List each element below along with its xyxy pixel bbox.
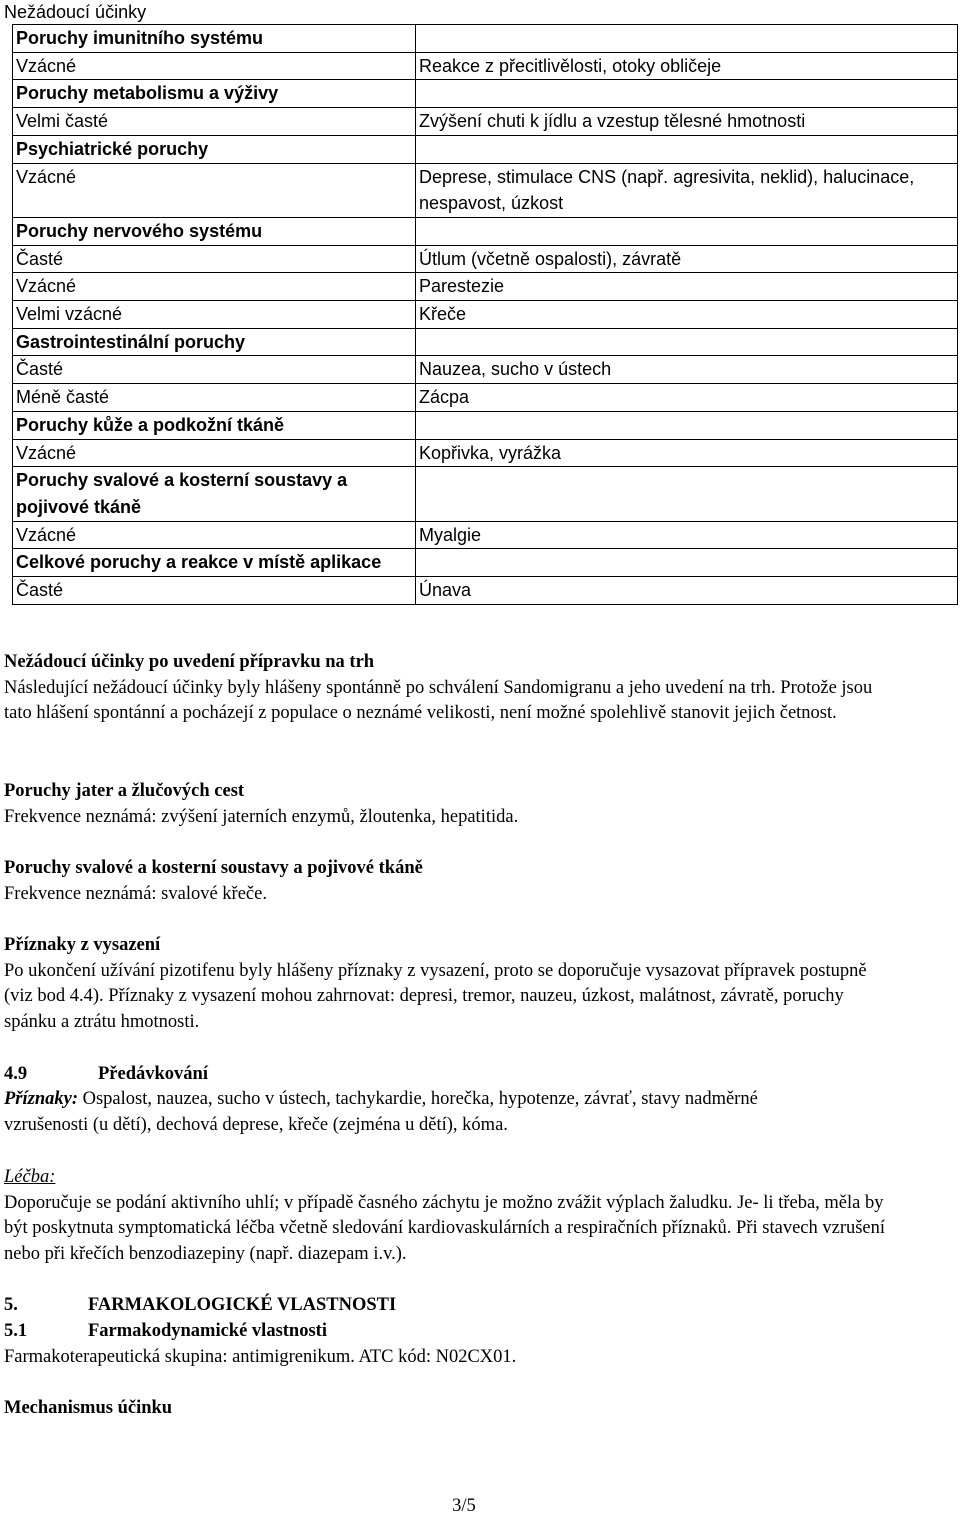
effect-cell — [416, 25, 958, 53]
table-row-organ-class — [13, 135, 958, 163]
overdose-symptoms — [4, 1087, 904, 1138]
effect-cell: Zvýšení chuti k jídlu a vzestup tělesné hmotnosti — [416, 108, 958, 136]
musculoskeletal-title: Poruchy svalové a kosterní soustavy a pojivové tkáně — [4, 858, 423, 878]
section-heading-adverse-effects: Nežádoucí účinky — [4, 2, 147, 22]
table-row — [13, 356, 958, 384]
organ-class-cell: Poruchy svalové a kosterní soustavy a pojivové tkáně — [13, 467, 416, 521]
frequency-cell: Časté — [13, 245, 416, 273]
adverse-effects-table — [12, 24, 958, 605]
section-5-title: FARMAKOLOGICKÉ VLASTNOSTI — [88, 1295, 397, 1315]
frequency-cell: Vzácné — [13, 273, 416, 301]
organ-class-cell: Poruchy imunitního systému — [13, 25, 416, 53]
organ-class-cell: Gastrointestinální poruchy — [13, 328, 416, 356]
effect-cell: Útlum (včetně ospalosti), závratě — [416, 245, 958, 273]
mechanism-title: Mechanismus účinku — [4, 1398, 173, 1418]
effect-cell — [416, 549, 958, 577]
organ-class-cell: Poruchy kůže a podkožní tkáně — [13, 411, 416, 439]
section-5-1-heading — [4, 1319, 327, 1345]
section-5-number: 5. — [4, 1295, 18, 1315]
effect-cell: Kopřivka, vyrážka — [416, 439, 958, 467]
symptoms-label: Příznaky: — [4, 1089, 78, 1109]
effect-cell: Únava — [416, 577, 958, 605]
postmarketing-text: Následující nežádoucí účinky byly hlášeny spontánně po schválení Sandomigranu a jeho uvedení na trh. Protože jsou tato hlášení spontánní a pocházejí z populace o neznámé velikosti, není možné spolehlivě stanovit jejich četnost. — [4, 677, 873, 723]
effect-cell: Zácpa — [416, 384, 958, 412]
table-row-organ-class — [13, 25, 958, 53]
frequency-cell: Vzácné — [13, 52, 416, 80]
table-row — [13, 521, 958, 549]
frequency-cell: Vzácné — [13, 439, 416, 467]
frequency-cell: Vzácné — [13, 163, 416, 217]
liver-title: Poruchy jater a žlučových cest — [4, 781, 245, 801]
effect-cell — [416, 467, 958, 521]
frequency-cell: Velmi vzácné — [13, 301, 416, 329]
table-row — [13, 163, 958, 217]
overdose-number: 4.9 — [4, 1064, 28, 1084]
effect-cell — [416, 80, 958, 108]
organ-class-cell: Psychiatrické poruchy — [13, 135, 416, 163]
postmarketing-section — [4, 650, 904, 727]
effect-cell: Křeče — [416, 301, 958, 329]
treatment-label: Léčba: — [4, 1167, 56, 1187]
organ-class-cell: Poruchy nervového systému — [13, 217, 416, 245]
withdrawal-text: Po ukončení užívání pizotifenu byly hlášeny příznaky z vysazení, proto se doporučuje vysazovat přípravek postupně (viz bod 4.4). Příznaky z vysazení mohou zahrnovat: depresi, tremor, nauzeu, úzkost, malátnost, závratě, poruchy spánku a ztrátu hmotnosti. — [4, 960, 867, 1032]
effect-cell: Nauzea, sucho v ústech — [416, 356, 958, 384]
symptoms-text: Ospalost, nauzea, sucho v ústech, tachykardie, horečka, hypotenze, závrať, stavy nadměrné vzrušenosti (u dětí), dechová deprese, křeče (zejména u dětí), kóma. — [4, 1089, 758, 1135]
table-row — [13, 108, 958, 136]
frequency-cell: Méně časté — [13, 384, 416, 412]
effect-cell — [416, 328, 958, 356]
table-row-organ-class — [13, 328, 958, 356]
treatment-text: Doporučuje se podání aktivního uhlí; v případě časného záchytu je možno zvážit výplach žaludku. Je- li třeba, měla by být poskytnuta symptomatická léčba včetně sledování kardiovaskulárních a respiračních příznaků. Při stavech vzrušení nebo při křečích benzodiazepiny (např. diazepam i.v.). — [4, 1192, 886, 1264]
organ-class-cell: Celkové poruchy a reakce v místě aplikace — [13, 549, 416, 577]
page-number: 3/5 — [452, 1496, 476, 1516]
effect-cell — [416, 217, 958, 245]
effect-cell: Deprese, stimulace CNS (např. agresivita, neklid), halucinace, nespavost, úzkost — [416, 163, 958, 217]
table-row — [13, 439, 958, 467]
table-row-organ-class — [13, 411, 958, 439]
withdrawal-section — [4, 933, 904, 1035]
organ-class-cell: Poruchy metabolismu a výživy — [13, 80, 416, 108]
overdose-heading — [4, 1062, 208, 1088]
table-row — [13, 577, 958, 605]
table-row-organ-class — [13, 467, 958, 521]
table-row-organ-class — [13, 549, 958, 577]
effect-cell: Reakce z přecitlivělosti, otoky obličeje — [416, 52, 958, 80]
table-row-organ-class — [13, 80, 958, 108]
frequency-cell: Velmi časté — [13, 108, 416, 136]
frequency-cell: Časté — [13, 356, 416, 384]
musculoskeletal-text: Frekvence neznámá: svalové křeče. — [4, 883, 267, 904]
table-row — [13, 384, 958, 412]
table-row — [13, 301, 958, 329]
liver-section — [4, 779, 904, 830]
table-row — [13, 273, 958, 301]
effect-cell — [416, 411, 958, 439]
table-row-organ-class — [13, 217, 958, 245]
musculoskeletal-section — [4, 856, 904, 907]
section-5-1-title: Farmakodynamické vlastnosti — [88, 1321, 327, 1341]
frequency-cell: Vzácné — [13, 521, 416, 549]
frequency-cell: Časté — [13, 577, 416, 605]
effect-cell — [416, 135, 958, 163]
effect-cell: Myalgie — [416, 521, 958, 549]
withdrawal-title: Příznaky z vysazení — [4, 935, 161, 955]
liver-text: Frekvence neznámá: zvýšení jaterních enzymů, žloutenka, hepatitida. — [4, 806, 519, 827]
effect-cell: Parestezie — [416, 273, 958, 301]
table-row — [13, 52, 958, 80]
postmarketing-title: Nežádoucí účinky po uvedení přípravku na trh — [4, 652, 375, 672]
pharmacotherapeutic-group: Farmakoterapeutická skupina: antimigrenikum. ATC kód: N02CX01. — [4, 1347, 517, 1367]
overdose-treatment — [4, 1165, 904, 1267]
section-5-heading — [4, 1293, 396, 1319]
table-row — [13, 245, 958, 273]
section-5-1-number: 5.1 — [4, 1321, 28, 1341]
overdose-title: Předávkování — [98, 1064, 208, 1084]
